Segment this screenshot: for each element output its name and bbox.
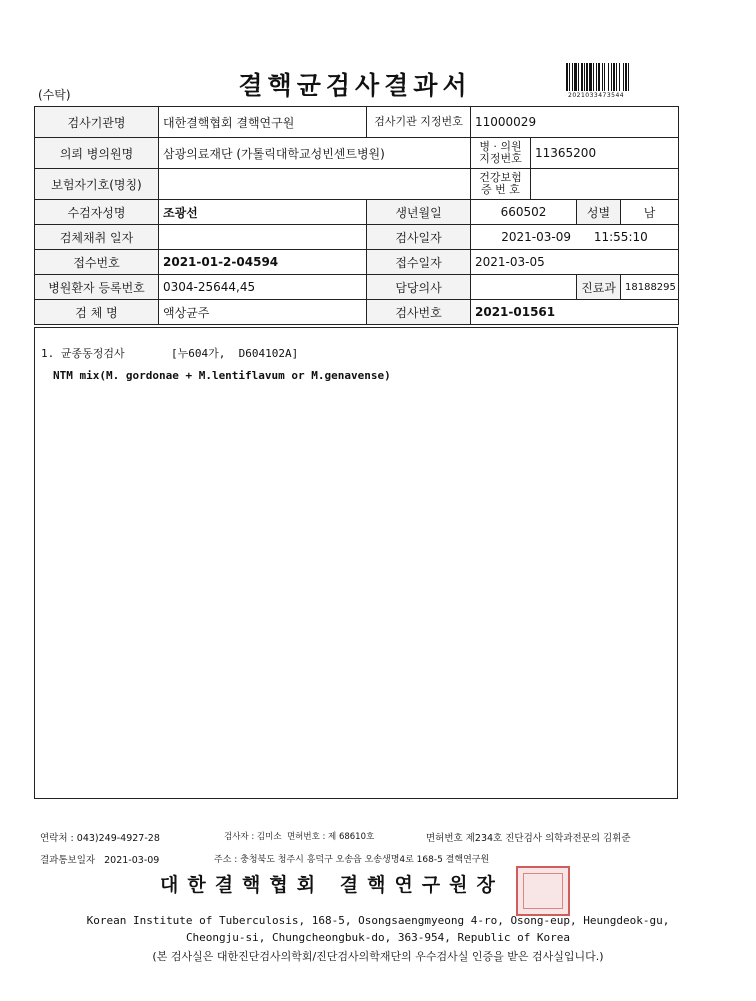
document-title: 결핵균검사결과서 bbox=[238, 71, 472, 100]
test-number-label: 검사번호 bbox=[367, 300, 471, 325]
lab-value: 대한결핵협회 결핵연구원 bbox=[159, 107, 367, 138]
registration-number-label: 병원환자 등록번호 bbox=[35, 275, 159, 300]
health-insurance-value bbox=[531, 169, 679, 200]
certification-note: (본 검사실은 대한진단검사의학회/진단검사의학재단의 우수검사실 인증을 받은 검사실입니다.) bbox=[152, 950, 604, 963]
physician-license: 면허번호 제234호 진단검사 의학과전문의 김휘준 bbox=[426, 833, 631, 844]
receipt-number-label: 접수번호 bbox=[35, 250, 159, 275]
department-label: 진료과 bbox=[577, 275, 621, 300]
report-date: 결과통보일자 2021-03-09 bbox=[40, 855, 160, 866]
doctor-label: 담당의사 bbox=[367, 275, 471, 300]
patient-info-table bbox=[34, 106, 679, 325]
result-organism-line: NTM mix(M. gordonae + M.lentiflavum or M.genavense) bbox=[53, 369, 391, 382]
doctor-value bbox=[471, 275, 577, 300]
registration-number-value: 0304-25644,45 bbox=[159, 275, 367, 300]
insurer-value bbox=[159, 169, 471, 200]
result-test-line: 1. 균종동정검사 [누604가, D604102A] bbox=[41, 347, 299, 360]
contact-info: 연락처 : 043)249-4927-28 bbox=[40, 833, 160, 844]
barcode-image bbox=[566, 63, 644, 91]
examiner-info: 검사자 : 김미소 면허번호 : 제 68610호 bbox=[224, 832, 375, 842]
hospital-number-value: 11365200 bbox=[531, 138, 679, 169]
institute-name: 대한결핵협회 결핵연구원장 bbox=[160, 874, 504, 896]
receipt-label: (수탁) bbox=[38, 88, 71, 102]
insurer-label: 보험자기호(명칭) bbox=[35, 169, 159, 200]
dob-value: 660502 bbox=[471, 200, 577, 225]
receipt-date-label: 접수일자 bbox=[367, 250, 471, 275]
test-date-value: 2021-03-09 11:55:10 bbox=[471, 225, 679, 250]
institute-address: 주소 : 충청북도 청주시 흥덕구 오송읍 오송생명4로 168-5 결핵연구원 bbox=[214, 855, 490, 865]
test-number-value: 2021-01561 bbox=[471, 300, 679, 325]
specimen-label: 검 체 명 bbox=[35, 300, 159, 325]
lab-number-label: 검사기관 지정번호 bbox=[367, 107, 471, 138]
receipt-date-value: 2021-03-05 bbox=[471, 250, 679, 275]
collection-date-value bbox=[159, 225, 367, 250]
lab-number-value: 11000029 bbox=[471, 107, 679, 138]
specimen-value: 액상균주 bbox=[159, 300, 367, 325]
sex-label: 성별 bbox=[577, 200, 621, 225]
dob-label: 생년월일 bbox=[367, 200, 471, 225]
sex-value: 남 bbox=[621, 200, 679, 225]
barcode-bar bbox=[629, 63, 631, 91]
hospital-label: 의뢰 병의원명 bbox=[35, 138, 159, 169]
hospital-number-label: 병 · 의원 지정번호 bbox=[471, 138, 531, 169]
official-seal bbox=[516, 866, 570, 916]
result-box bbox=[34, 327, 678, 799]
english-address-line2: Cheongju-si, Chungcheongbuk-do, 363-954, Republic of Korea bbox=[185, 931, 571, 944]
department-value: 18188295 bbox=[621, 275, 679, 300]
receipt-number-value: 2021-01-2-04594 bbox=[159, 250, 367, 275]
health-insurance-label: 건강보험 증 번 호 bbox=[471, 169, 531, 200]
patient-name-value: 조광선 bbox=[159, 200, 367, 225]
patient-name-label: 수검자성명 bbox=[35, 200, 159, 225]
collection-date-label: 검체채취 일자 bbox=[35, 225, 159, 250]
lab-label: 검사기관명 bbox=[35, 107, 159, 138]
barcode-number: 2021033473544 bbox=[568, 92, 625, 99]
hospital-value: 삼광의료재단 (가톨릭대학교성빈센트병원) bbox=[159, 138, 471, 169]
english-address-line1: Korean Institute of Tuberculosis, 168-5, Osongsaengmyeong 4-ro, Osong-eup, Heungdeok-gu, bbox=[86, 914, 670, 927]
test-date-label: 검사일자 bbox=[367, 225, 471, 250]
